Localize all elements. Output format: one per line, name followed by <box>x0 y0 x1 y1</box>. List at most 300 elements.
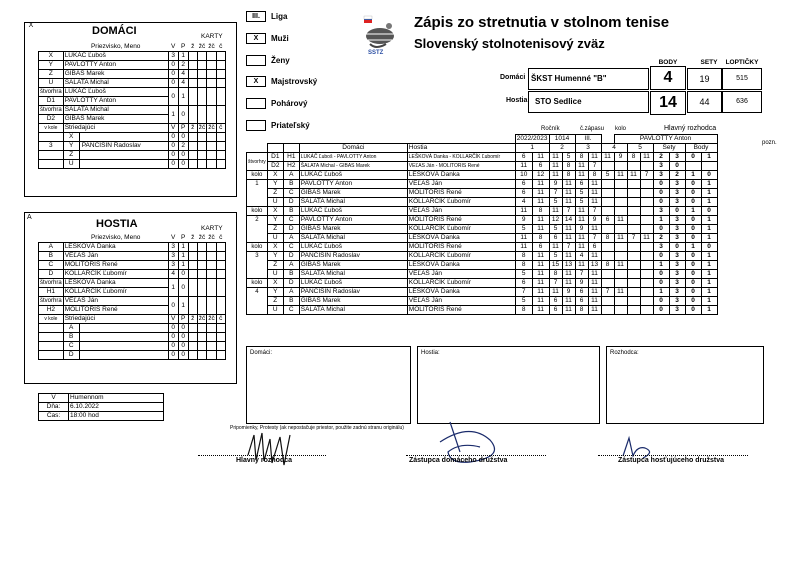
singles-guest-name: LEŠKOVÁ Danka <box>407 234 515 243</box>
singles-set-score: 7 <box>640 171 653 180</box>
home-col-v: V <box>171 43 176 50</box>
guest-card-cell <box>207 351 217 360</box>
match-header-set-4: 4 <box>601 144 627 153</box>
guest-sub-kolo <box>39 342 64 351</box>
league-checkbox-4[interactable] <box>246 98 266 109</box>
singles-home-code: U <box>267 198 283 207</box>
singles-sets-home: 0 <box>653 189 669 198</box>
singles-body-guest: 0 <box>701 207 717 216</box>
guest-card-cell <box>216 243 225 252</box>
referee-sign-label: Hlavný rozhodca <box>236 457 293 464</box>
guest-card-cell <box>207 297 217 315</box>
singles-kolo-label <box>247 270 268 279</box>
guest-sub-name <box>63 342 168 351</box>
guest-sub-title: Striedajúci <box>63 315 168 324</box>
singles-sets-guest: 3 <box>669 216 685 225</box>
home-card-cell <box>207 79 217 88</box>
home-player-letter: X <box>39 52 64 61</box>
guest-card-cell <box>207 342 217 351</box>
singles-body-guest: 1 <box>701 297 717 306</box>
meta-rocnik-label: Ročník <box>541 126 560 132</box>
singles-home-code: X <box>267 279 283 288</box>
singles-set-score <box>640 189 653 198</box>
summary-guest-label: Hostia <box>506 97 528 104</box>
singles-body-guest: 1 <box>701 279 717 288</box>
singles-body-home: 0 <box>685 252 701 261</box>
singles-set-score <box>601 207 614 216</box>
singles-body-home: 0 <box>685 261 701 270</box>
home-sub-card-col: žč <box>208 124 215 131</box>
doubles-set-score: 11 <box>640 153 653 162</box>
singles-set-score <box>640 180 653 189</box>
league-checkbox-0[interactable]: III. <box>246 11 266 22</box>
singles-set-score <box>614 207 627 216</box>
singles-set-score <box>627 261 640 270</box>
singles-body-home: 0 <box>685 216 701 225</box>
match-header-sety: Sety <box>653 144 685 153</box>
singles-set-score: 5 <box>575 198 588 207</box>
singles-set-score: 11 <box>562 279 575 288</box>
doubles-set-score: 11 <box>575 162 588 171</box>
home-sub-name <box>63 133 168 142</box>
home-card-cell <box>197 142 207 151</box>
singles-set-score: 11 <box>588 270 601 279</box>
singles-set-score: 11 <box>532 270 549 279</box>
singles-set-score: 8 <box>532 207 549 216</box>
sstz-logo <box>356 14 404 58</box>
singles-set-score <box>627 198 640 207</box>
home-doubles-name: LUKÁČ Ľuboš <box>63 88 168 97</box>
singles-body-guest: 1 <box>701 198 717 207</box>
singles-set-score: 7 <box>627 234 640 243</box>
guest-sub-card-col: žč <box>208 315 215 322</box>
singles-body-home: 1 <box>685 171 701 180</box>
singles-set-score: 11 <box>532 189 549 198</box>
guest-player-p: 1 <box>178 243 188 252</box>
singles-set-score <box>640 261 653 270</box>
singles-body-home: 0 <box>685 297 701 306</box>
league-checkbox-1[interactable]: X <box>246 33 266 44</box>
singles-sets-guest: 0 <box>669 207 685 216</box>
singles-set-score: 7 <box>562 207 575 216</box>
home-player-letter: U <box>39 79 64 88</box>
guest-col-p: P <box>181 234 186 241</box>
singles-home-code: Y <box>267 180 283 189</box>
singles-set-score: 6 <box>575 297 588 306</box>
singles-set-score <box>627 180 640 189</box>
guest-sub-kolo <box>39 351 64 360</box>
guest-sub-player <box>80 333 82 341</box>
home-doubles-name: GIBAS Marek <box>63 115 168 124</box>
singles-sets-guest: 3 <box>669 306 685 315</box>
singles-kolo-label <box>247 261 268 270</box>
doubles-set-score: 9 <box>614 153 627 162</box>
singles-sets-guest: 3 <box>669 198 685 207</box>
match-header-hostia: Hostia <box>407 144 515 153</box>
singles-guest-code: C <box>283 243 299 252</box>
doubles-body-home: 0 <box>685 153 701 162</box>
summary-home-team: ŠKST Humenné "B" <box>528 68 649 90</box>
referee-sign-line <box>198 455 326 456</box>
singles-kolo-label <box>247 234 268 243</box>
home-card-cell <box>207 133 217 142</box>
doubles-set-score: 5 <box>562 153 575 162</box>
doubles-set-score: 11 <box>515 162 532 171</box>
summary-home-sety: 19 <box>687 68 722 90</box>
home-doubles-name: ŠALATA Michal <box>63 106 168 115</box>
singles-home-name: PANČIŠIN Radoslav <box>299 288 407 297</box>
singles-set-score: 8 <box>601 234 614 243</box>
guest-card-cell <box>207 333 217 342</box>
singles-guest-name: MOLITORIS René <box>407 243 515 252</box>
guest-doubles-code: H1 <box>39 288 64 297</box>
home-card-cell <box>207 160 217 169</box>
meta-kolo-label: kolo <box>615 126 627 132</box>
home-card-col: žč <box>208 43 215 50</box>
guest-player-v: 4 <box>168 270 178 279</box>
singles-body-guest: 1 <box>701 306 717 315</box>
singles-set-score <box>601 180 614 189</box>
singles-home-name: ŠALATA Michal <box>299 270 407 279</box>
home-sub-player <box>80 151 82 159</box>
doubles-home-code: D1 <box>267 153 283 162</box>
home-card-cell <box>216 106 225 124</box>
singles-set-score <box>640 279 653 288</box>
guest-card-cell <box>188 243 197 252</box>
singles-home-code: U <box>267 270 283 279</box>
singles-set-score <box>640 252 653 261</box>
singles-set-score: 5 <box>549 252 562 261</box>
guest-sub-player <box>80 351 82 359</box>
singles-set-score: 7 <box>601 288 614 297</box>
home-sub-kolo: 3 <box>39 142 64 151</box>
singles-set-score: 11 <box>562 189 575 198</box>
singles-set-score <box>614 279 627 288</box>
guest-sub-v: 0 <box>168 342 178 351</box>
home-player-p: 4 <box>178 70 188 79</box>
guest-card-cell <box>216 252 225 261</box>
singles-set-score: 11 <box>614 216 627 225</box>
singles-sets-home: 0 <box>653 198 669 207</box>
singles-set-score: 5 <box>601 171 614 180</box>
singles-set-score: 11 <box>532 225 549 234</box>
singles-set-score: 11 <box>575 261 588 270</box>
singles-set-score: 7 <box>549 279 562 288</box>
doubles-body-home <box>685 162 701 171</box>
singles-sets-guest: 3 <box>669 252 685 261</box>
singles-home-code: X <box>267 171 283 180</box>
singles-set-score <box>601 306 614 315</box>
doubles-set-score: 7 <box>588 162 601 171</box>
singles-set-score: 8 <box>549 270 562 279</box>
singles-set-score: 11 <box>627 171 640 180</box>
home-card-cell <box>207 70 217 79</box>
singles-kolo-label: 4 <box>247 288 268 297</box>
doubles-sets-guest: 3 <box>669 153 685 162</box>
home-player-v: 0 <box>168 61 178 70</box>
meta-zap-label: č.zápasu <box>580 126 605 132</box>
notes-home-label: Domáci: <box>250 350 273 356</box>
singles-guest-name: LEŠKOVÁ Danka <box>407 288 515 297</box>
guest-sub-p: 0 <box>178 342 188 351</box>
singles-set-score <box>627 306 640 315</box>
home-card-cell <box>188 52 197 61</box>
singles-guest-code: D <box>283 252 299 261</box>
singles-sets-home: 0 <box>653 270 669 279</box>
singles-kolo-label: kolo <box>247 279 268 288</box>
singles-set-score <box>627 279 640 288</box>
guest-card-cell <box>207 270 217 279</box>
singles-set-score <box>614 189 627 198</box>
singles-guest-name: VEĽAS Ján <box>407 180 515 189</box>
singles-set-score <box>614 252 627 261</box>
home-sub-title: Striedajúci <box>63 124 168 133</box>
singles-body-guest: 0 <box>701 171 717 180</box>
singles-set-score <box>640 288 653 297</box>
singles-home-name: GIBAS Marek <box>299 297 407 306</box>
home-card-col: č <box>219 43 223 50</box>
singles-home-name: GIBAS Marek <box>299 261 407 270</box>
singles-set-score: 8 <box>532 234 549 243</box>
singles-sets-guest: 2 <box>669 171 685 180</box>
home-card-cell <box>188 79 197 88</box>
singles-sets-home: 0 <box>653 252 669 261</box>
singles-set-score: 8 <box>515 252 532 261</box>
guest-corner: A <box>27 214 32 221</box>
singles-kolo-label <box>247 189 268 198</box>
league-checkbox-5[interactable] <box>246 120 266 131</box>
guest-card-cell <box>188 252 197 261</box>
singles-home-name: GIBAS Marek <box>299 189 407 198</box>
doubles-body-guest <box>701 162 717 171</box>
guest-player-v: 3 <box>168 261 178 270</box>
guest-player-v: 3 <box>168 252 178 261</box>
singles-sets-guest: 3 <box>669 297 685 306</box>
notes-guest-label: Hostia: <box>421 350 440 356</box>
home-sub-player <box>80 160 82 168</box>
doubles-set-score: 11 <box>532 153 549 162</box>
guest-player-p: 0 <box>178 270 188 279</box>
guest-sub-name <box>63 333 168 342</box>
singles-set-score: 13 <box>588 261 601 270</box>
match-header-set-3: 3 <box>575 144 601 153</box>
singles-body-guest: 1 <box>701 180 717 189</box>
singles-set-score: 11 <box>562 234 575 243</box>
singles-body-home: 0 <box>685 306 701 315</box>
match-header-set-5: 5 <box>627 144 653 153</box>
guest-card-cell <box>197 324 207 333</box>
singles-guest-code: C <box>283 306 299 315</box>
guest-sub-kolo <box>39 333 64 342</box>
singles-home-code: X <box>267 243 283 252</box>
home-panel-title: DOMÁCI <box>92 25 137 37</box>
guest-card-cell <box>207 252 217 261</box>
singles-sets-home: 0 <box>653 225 669 234</box>
home-player-p: 1 <box>178 52 188 61</box>
singles-sets-home: 3 <box>653 171 669 180</box>
logo-text: SSTZ <box>368 50 384 56</box>
singles-guest-code: A <box>283 288 299 297</box>
singles-set-score: 11 <box>575 216 588 225</box>
guest-card-col: žč <box>198 234 206 241</box>
home-sub-p: 0 <box>178 160 188 169</box>
singles-set-score <box>601 279 614 288</box>
page-title: Zápis zo stretnutia v stolnom tenise <box>414 14 670 31</box>
meta-pozn: pozn. <box>762 140 777 146</box>
guest-sub-v: 0 <box>168 324 178 333</box>
guest-card-col: žč <box>208 234 215 241</box>
meta-zap: 1014 <box>549 135 575 144</box>
singles-set-score: 11 <box>588 189 601 198</box>
home-card-cell <box>207 106 217 124</box>
home-doubles-v: 0 <box>168 88 178 106</box>
singles-sets-home: 3 <box>653 207 669 216</box>
summary-home-lopticky: 515 <box>722 68 762 90</box>
doubles-set-score: 8 <box>562 162 575 171</box>
singles-set-score <box>601 270 614 279</box>
singles-set-score <box>640 270 653 279</box>
singles-set-score: 11 <box>532 198 549 207</box>
home-card-col: ž <box>191 43 195 50</box>
notes-home-box <box>246 346 411 424</box>
singles-set-score: 5 <box>515 225 532 234</box>
guest-sub-card-col: ž <box>188 315 197 324</box>
home-card-cell <box>188 106 197 124</box>
singles-sets-home: 1 <box>653 288 669 297</box>
singles-set-score: 11 <box>614 261 627 270</box>
home-sub-v: 0 <box>168 142 178 151</box>
singles-home-name: PAVLOTTY Anton <box>299 180 407 189</box>
singles-guest-code: A <box>283 171 299 180</box>
singles-home-name: LUKÁČ Ľuboš <box>299 279 407 288</box>
singles-sets-guest: 3 <box>669 288 685 297</box>
singles-set-score: 11 <box>515 207 532 216</box>
singles-guest-code: C <box>283 216 299 225</box>
singles-body-guest: 1 <box>701 216 717 225</box>
league-checkbox-3[interactable]: X <box>246 76 266 87</box>
guest-sub-card-col: č <box>216 315 225 324</box>
doubles-set-score <box>601 162 614 171</box>
singles-body-guest: 1 <box>701 234 717 243</box>
singles-set-score: 8 <box>601 261 614 270</box>
singles-set-score: 11 <box>588 297 601 306</box>
home-sub-p: 0 <box>178 133 188 142</box>
singles-guest-code: B <box>283 180 299 189</box>
guest-col-name: Priezvisko, Meno <box>90 234 141 241</box>
singles-body-guest: 0 <box>701 243 717 252</box>
singles-sets-guest: 3 <box>669 279 685 288</box>
guest-card-cell <box>197 351 207 360</box>
summary-col-lopticky: LOPTIČKY <box>725 59 759 66</box>
home-sub-kolo <box>39 133 64 142</box>
notes-referee-label: Rozhodca: <box>610 350 639 356</box>
home-card-cell <box>216 61 225 70</box>
home-card-cell <box>216 70 225 79</box>
singles-kolo-label: 1 <box>247 180 268 189</box>
singles-set-score <box>627 216 640 225</box>
match-header-set-2: 2 <box>549 144 575 153</box>
doubles-set-score <box>614 162 627 171</box>
doubles-guest-code: H2 <box>283 162 299 171</box>
guest-card-cell <box>197 297 207 315</box>
singles-set-score: 11 <box>575 234 588 243</box>
meta-rocnik: 2022/2023 <box>516 135 548 142</box>
league-checkbox-2[interactable] <box>246 55 266 66</box>
singles-set-score: 9 <box>562 288 575 297</box>
guest-card-cell <box>216 297 225 315</box>
guest-doubles-v: 1 <box>168 279 178 297</box>
singles-guest-name: LEŠKOVÁ Danka <box>407 171 515 180</box>
singles-set-score <box>601 198 614 207</box>
singles-body-home: 0 <box>685 270 701 279</box>
singles-set-score: 6 <box>515 189 532 198</box>
home-sub-v: 0 <box>168 133 178 142</box>
home-sub-letter: X <box>64 133 80 141</box>
singles-set-score: 7 <box>562 243 575 252</box>
singles-set-score: 11 <box>549 243 562 252</box>
doubles-set-score: 8 <box>575 153 588 162</box>
summary-home-body: 4 <box>650 66 686 90</box>
singles-set-score <box>614 243 627 252</box>
home-col-p: P <box>181 43 186 50</box>
home-player-name: GIBAS Marek <box>63 70 168 79</box>
singles-set-score: 6 <box>588 243 601 252</box>
singles-sets-home: 1 <box>653 216 669 225</box>
singles-sets-guest: 3 <box>669 189 685 198</box>
singles-set-score: 11 <box>588 180 601 189</box>
home-card-cell <box>188 160 197 169</box>
singles-guest-name: KOLLARČÍK Ľubomír <box>407 252 515 261</box>
home-sub-col-v: V <box>168 124 178 133</box>
singles-guest-code: B <box>283 270 299 279</box>
singles-guest-code: B <box>283 207 299 216</box>
guest-sub-player <box>80 324 82 332</box>
singles-home-name: PANČIŠIN Radoslav <box>299 252 407 261</box>
guest-col-v: V <box>171 234 176 241</box>
home-sub-letter: U <box>64 160 80 168</box>
home-doubles-p: 0 <box>178 106 188 124</box>
singles-set-score: 10 <box>515 171 532 180</box>
singles-set-score: 11 <box>532 288 549 297</box>
singles-set-score: 11 <box>562 180 575 189</box>
summary-col-body: BODY <box>658 59 678 66</box>
singles-set-score: 11 <box>575 171 588 180</box>
home-doubles-label: štvorhra <box>40 107 62 113</box>
singles-home-code: Z <box>267 297 283 306</box>
home-card-cell <box>197 79 207 88</box>
singles-guest-name: MOLITORIS René <box>407 189 515 198</box>
home-sub-kolo <box>39 151 64 160</box>
home-card-cell <box>188 142 197 151</box>
singles-set-score: 11 <box>532 297 549 306</box>
singles-home-name: GIBAS Marek <box>299 225 407 234</box>
singles-body-home: 0 <box>685 288 701 297</box>
singles-set-score <box>614 297 627 306</box>
singles-set-score <box>627 252 640 261</box>
guest-player-name: KOLLARČÍK Ľubomír <box>63 270 168 279</box>
singles-home-name: LUKÁČ Ľuboš <box>299 243 407 252</box>
home-card-cell <box>197 106 207 124</box>
guest-card-cell <box>207 279 217 297</box>
singles-set-score: 9 <box>549 180 562 189</box>
guest-card-cell <box>216 324 225 333</box>
singles-home-code: Y <box>267 252 283 261</box>
guest-player-p: 1 <box>178 252 188 261</box>
singles-set-score <box>627 270 640 279</box>
singles-set-score <box>614 225 627 234</box>
singles-set-score <box>614 306 627 315</box>
singles-set-score: 11 <box>562 198 575 207</box>
